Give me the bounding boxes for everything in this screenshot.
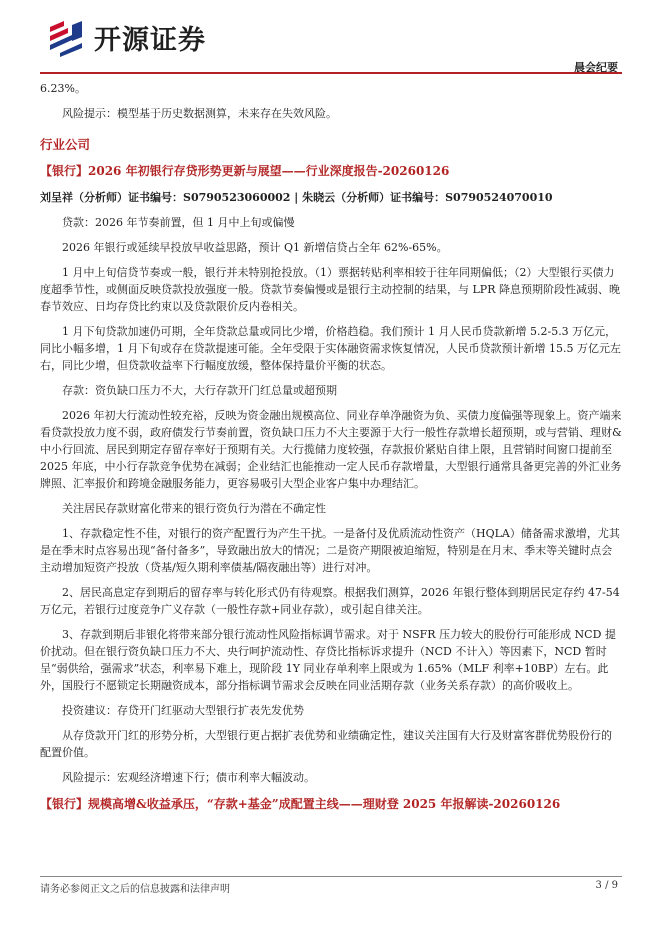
paragraph: 存款：资负缺口压力不大，大行存款开门红总量或超预期 <box>62 384 337 397</box>
section-label: 晨会纪要 <box>574 61 618 74</box>
paragraph: 1 月下旬贷款加速仍可期，全年贷款总量或同比少增，价格趋稳。我们预计 1 月人民币贷款新增 5.2-5.3 万亿元，同比小幅多增，1 月下旬或存在贷款提速可能。全年受限于实体融资需求恢复情况，人民币贷款预计新增 15.5 万亿元左右，同比少增，但贷款收益率下行幅度放缓，整体保持量价平衡的状态。 <box>40 325 621 372</box>
company-logo <box>46 18 206 57</box>
header-divider <box>40 72 622 74</box>
paragraph: 风险提示：宏观经济增速下行；债市利率大幅波动。 <box>62 771 315 784</box>
report-title[interactable]: 【银行】规模高增&收益承压，“存款+基金”成配置主线——理财登 2025 年报解读-20260126 <box>40 797 561 811</box>
paragraph: 3、存款到期后非银化将带来部分银行流动性风险指标调节需求。对于 NSFR 压力较大的股份行可能形成 NCD 提价扰动。但在银行资负缺口压力不大、央行呵护流动性、存贷比指标诉求提升（NCD 不计入）等因素下，NCD 暂时呈“弱供给，强需求”状态，利率易下难上，现阶段 1Y 同业存单利率上限或为 1.65%（MLF 利率+10BP）左右。此外，国股行不愿锁定长期融资成本，部分指标调节需求会反映在同业活期存款（业务关系存款）的高价吸收上。 <box>40 628 616 692</box>
page-header <box>0 0 662 72</box>
footer-disclaimer: 请务必参阅正文之后的信息披露和法律声明 <box>40 884 230 895</box>
report-title[interactable]: 【银行】2026 年初银行存贷形势更新与展望——行业深度报告-20260126 <box>40 164 450 178</box>
section-title: 行业公司 <box>40 137 91 152</box>
logo-mark-icon <box>46 19 86 57</box>
footer-divider <box>40 876 622 877</box>
paragraph: 从存贷款开门红的形势分析，大型银行更占据扩表优势和业绩确定性，建议关注国有大行及财富客群优势股份行的配置价值。 <box>40 729 612 759</box>
report-authors: 刘呈祥（分析师）证书编号：S0790523060002 | 朱晓云（分析师）证书编号：S0790524070010 <box>40 191 553 204</box>
paragraph: 2、居民高息定存到期后的留存率与转化形式仍有待观察。根据我们测算，2026 年银行整体到期居民定存约 47-54 万亿元，若银行过度竞争广义存款（一般性存款+同业存款），或引起自律关注。 <box>40 586 620 616</box>
paragraph: 2026 年初大行流动性较充裕，反映为资金融出规模高位、同业存单净融资为负、买债力度偏强等现象上。资产端来看贷款投放力度不弱，政府债发行节奏前置，资负缺口压力不大主要源于大行一般性存款增长超预期，或与营销、理财&中小行回流、居民到期定存留存率好于预期有关。大行揽储力度较强，存款报价紧贴自律上限，且营销时间窗口提前至 2025 年底，中小行存款竞争优势在减弱；企业结汇也能推动一定人民币存款增量，大型银行通常具备更完善的外汇业务牌照、汇率报价和跨境金融服务能力，更容易吸引大型企业客户集中办理结汇。 <box>40 409 622 490</box>
paragraph: 关注居民存款财富化带来的银行资负行为潜在不确定性 <box>62 502 326 515</box>
paragraph: 1、存款稳定性不佳，对银行的资产配置行为产生干扰。一是备付及优质流动性资产（HQLA）储备需求激增，尤其是在季末时点容易出现“备付备多”，导致融出放大的情况；二是资产期限被迫缩短，特别是在月末、季末等关键时点会主动增加短资产投放（贷基/短久期利率债基/隔夜融出等）进行对冲。 <box>40 527 620 574</box>
paragraph: 1 月中上旬信贷节奏或一般，银行并未特别抢投放。（1）票据转贴利率相较于往年同期偏低；（2）大型银行买债力度超季节性，或侧面反映贷款投放强度一般。贷款节奏偏慢或是银行主动控制的结果，与 LPR 降息预期阶段性减弱、晚春节效应、日均存贷比约束以及贷款限价反内卷相关。 <box>40 266 620 313</box>
page-number: 3 / 9 <box>595 880 618 891</box>
paragraph: 2026 年银行或延续早投放早收益思路，预计 Q1 新增信贷占全年 62%-65%。 <box>62 241 448 254</box>
paragraph: 风险提示：模型基于历史数据测算，未来存在失效风险。 <box>62 107 337 120</box>
paragraph: 6.23%。 <box>40 82 86 95</box>
logo-text: 开源证券 <box>94 25 206 56</box>
main-content <box>40 80 622 813</box>
paragraph: 贷款：2026 年节奏前置，但 1 月中上旬或偏慢 <box>62 216 295 229</box>
paragraph: 投资建议：存贷开门红驱动大型银行扩表先发优势 <box>62 704 304 717</box>
